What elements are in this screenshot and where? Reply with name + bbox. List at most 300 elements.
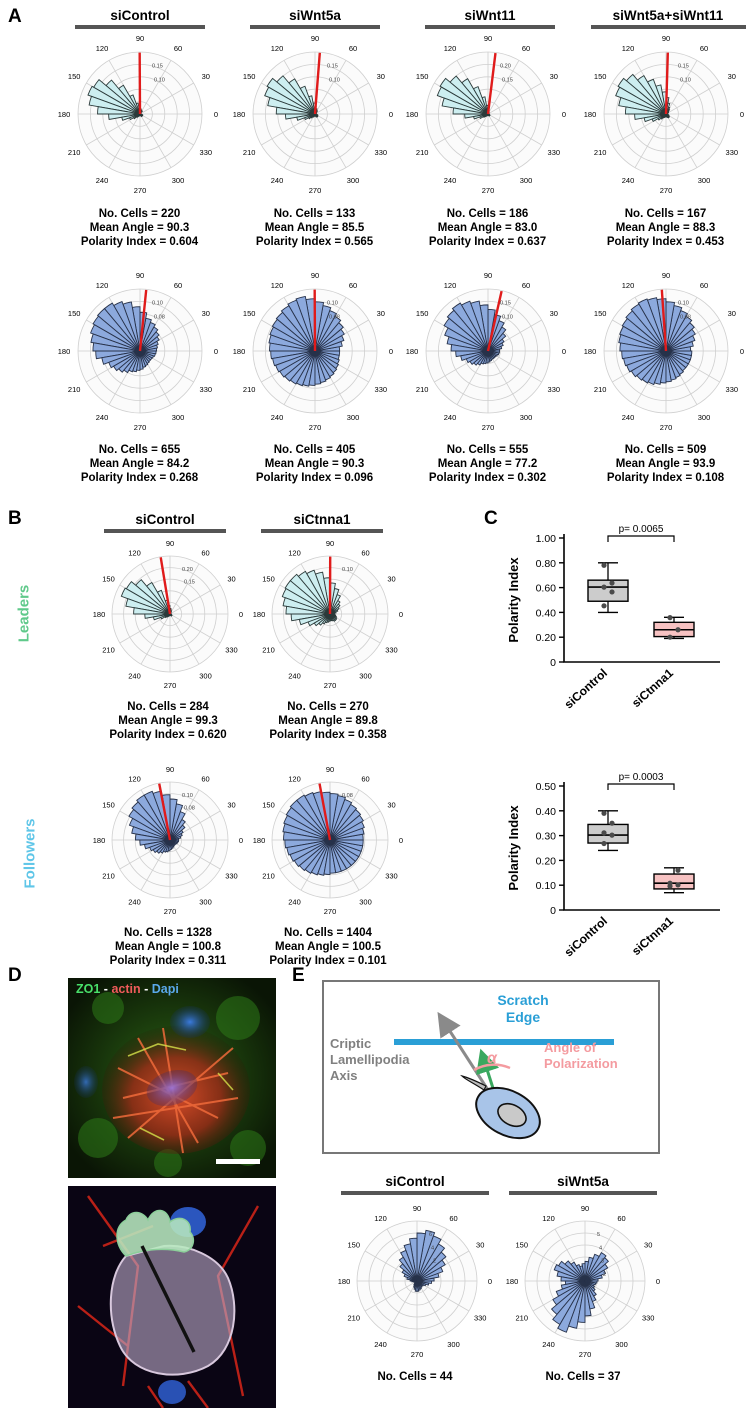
no-cells-B-L0: No. Cells = 284 <box>127 701 209 713</box>
rose-angle-label: 180 <box>57 110 71 119</box>
rose-angle-label: 270 <box>308 423 322 432</box>
angle-label-l1: Angle of <box>544 1040 596 1055</box>
rose-angle-label: 330 <box>641 1313 655 1323</box>
rose-angle-label: 180 <box>232 110 246 119</box>
rose-angle-label: 240 <box>270 175 284 185</box>
p-value-label: p= 0.0003 <box>618 772 664 783</box>
no-cells-A-L0: No. Cells = 220 <box>98 208 181 220</box>
rose-angle-label: 150 <box>347 1240 361 1250</box>
rose-radial-tick: 0.10 <box>678 300 689 307</box>
rose-angle-label: 150 <box>102 800 115 810</box>
rose-angle-label: 270 <box>133 423 147 432</box>
rose-chart-A-leaders-siWnt11 <box>400 26 576 202</box>
scratch-edge-label-l1: Scratch <box>497 992 549 1008</box>
panelB-col-title-1 <box>257 512 387 533</box>
rose-angle-label: 300 <box>615 1340 628 1350</box>
polarity-index-A-L1: Polarity Index = 0.565 <box>255 236 374 248</box>
rose-radial-tick: 2 <box>433 1258 437 1265</box>
rose-angle-label: 30 <box>376 72 385 81</box>
rose-radial-tick: 0.15 <box>678 63 689 70</box>
rose-angle-label: 150 <box>67 309 81 318</box>
mean-angle-A-L2: Mean Angle = 83.0 <box>437 222 538 234</box>
stats-B-leaders-0 <box>88 700 248 742</box>
rose-chart-A-leaders-siControl <box>52 26 228 202</box>
stats-A-followers-2 <box>400 443 575 485</box>
data-point <box>609 821 614 826</box>
rose-angle-label: 180 <box>583 110 597 119</box>
no-cells-B-F1: No. Cells = 1404 <box>284 927 372 939</box>
rose-angle-label: 240 <box>443 412 457 422</box>
boxplot-y-tick: 0.10 <box>535 880 556 893</box>
mean-angle-A-F2: Mean Angle = 77.2 <box>437 458 538 470</box>
rose-radial-tick: 0.10 <box>680 77 691 84</box>
boxplot-y-tick: 0.80 <box>535 557 556 570</box>
rose-angle-label: 30 <box>549 72 558 81</box>
rose-angle-label: 60 <box>617 1213 626 1223</box>
rose-angle-label: 120 <box>621 44 635 54</box>
rose-chart-E-siControl <box>332 1196 502 1366</box>
stats-A-followers-3 <box>578 443 753 485</box>
rose-angle-label: 240 <box>128 897 141 907</box>
rose-angle-label: 30 <box>727 72 736 81</box>
rose-angle-label: 120 <box>128 548 141 558</box>
rose-angle-label: 240 <box>95 175 109 185</box>
rose-angle-label: 150 <box>593 309 607 318</box>
rose-angle-label: 180 <box>92 610 106 619</box>
panel-letter-a: A <box>8 6 22 27</box>
rose-radial-tick: 0.10 <box>329 77 340 84</box>
rose-angle-label: 60 <box>201 774 210 784</box>
boxplot-y-tick: 0.50 <box>535 781 556 793</box>
rose-angle-label: 30 <box>227 574 236 584</box>
rose-angle-label: 0 <box>238 610 244 619</box>
mean-angle-B-L0: Mean Angle = 99.3 <box>118 715 218 727</box>
data-point <box>601 603 606 608</box>
boxplot-x-label: siControl <box>561 665 611 712</box>
rose-angle-label: 180 <box>57 347 71 356</box>
polarity-index-B-F0: Polarity Index = 0.311 <box>109 955 227 967</box>
rose-angle-label: 60 <box>348 281 358 291</box>
rose-radial-tick: 0.10 <box>154 77 165 84</box>
rose-angle-label: 0 <box>388 347 394 356</box>
stats-A-leaders-3 <box>578 207 753 249</box>
boxplot-y-tick: 0.40 <box>535 805 556 818</box>
rose-radial-tick: 0.20 <box>182 566 193 573</box>
rose-angle-label: 150 <box>242 72 256 81</box>
cryptic-label-l3: Axis <box>330 1068 358 1083</box>
rose-angle-label: 120 <box>95 281 109 291</box>
boxplot-y-tick: 1.00 <box>535 533 556 545</box>
rose-angle-label: 150 <box>415 309 429 318</box>
rose-angle-label: 270 <box>410 1350 424 1359</box>
rose-angle-label: 60 <box>201 548 210 558</box>
boxplot-y-tick: 0.20 <box>535 632 556 645</box>
rose-angle-label: 300 <box>346 412 360 422</box>
polarity-index-A-F0: Polarity Index = 0.268 <box>80 472 199 484</box>
rose-radial-tick: 0.10 <box>182 792 193 799</box>
boxplot-x-label: siCtnna1 <box>628 665 677 711</box>
rose-chart-B-leaders-siCtnna1 <box>248 532 412 696</box>
panelA-title-text-2: siWnt11 <box>464 8 516 23</box>
rose-radial-tick: 5 <box>597 1232 601 1239</box>
stats-A-leaders-1 <box>227 207 402 249</box>
rose-angle-label: 210 <box>415 148 429 157</box>
rose-angle-label: 120 <box>443 281 457 291</box>
polarity-index-A-F3: Polarity Index = 0.108 <box>606 472 725 484</box>
rose-angle-label: 240 <box>621 412 635 422</box>
scratch-edge-label-l2: Edge <box>505 1009 541 1025</box>
rose-angle-label: 210 <box>242 385 256 394</box>
rose-angle-label: 120 <box>288 774 301 784</box>
rose-angle-label: 240 <box>128 671 141 681</box>
rose-angle-label: 270 <box>133 186 147 195</box>
mean-angle-A-F0: Mean Angle = 84.2 <box>89 458 190 470</box>
axis-lines <box>564 782 720 910</box>
data-point <box>667 615 672 620</box>
stats-A-followers-0 <box>52 443 227 485</box>
box <box>654 874 694 889</box>
rose-radial-tick: 6 <box>429 1232 433 1239</box>
rose-radial-tick: 0.15 <box>152 63 163 70</box>
mean-angle-A-L1: Mean Angle = 85.5 <box>264 222 365 234</box>
no-cells-A-F0: No. Cells = 655 <box>98 444 181 456</box>
channel-sep-2: - <box>144 982 149 996</box>
rose-angle-label: 210 <box>102 871 115 881</box>
rose-angle-label: 270 <box>323 681 337 690</box>
p-value-label: p= 0.0065 <box>618 524 664 535</box>
rose-angle-label: 0 <box>398 836 404 845</box>
rose-angle-label: 330 <box>199 385 213 394</box>
panelB-title-text-1: siCtnna1 <box>293 512 351 527</box>
rose-angle-label: 120 <box>542 1213 555 1223</box>
rose-angle-label: 180 <box>252 610 266 619</box>
rose-angle-label: 90 <box>661 271 671 280</box>
panel-letter-d: D <box>8 965 22 986</box>
rose-radial-tick: 0.15 <box>184 579 195 586</box>
no-cells-A-L1: No. Cells = 133 <box>273 208 356 220</box>
polarity-index-A-F2: Polarity Index = 0.302 <box>428 472 547 484</box>
angle-label-l2: Polarization <box>544 1056 618 1071</box>
polarity-index-A-L0: Polarity Index = 0.604 <box>80 236 199 248</box>
micrograph-segmented <box>68 1186 276 1408</box>
stats-E-1 <box>500 1370 666 1384</box>
row-label-followers: Followers <box>21 818 39 889</box>
rose-angle-label: 240 <box>270 412 284 422</box>
stats-A-leaders-0 <box>52 207 227 249</box>
rose-angle-label: 60 <box>449 1213 458 1223</box>
panelE-title-text-0: siControl <box>385 1174 445 1189</box>
alpha-symbol: α <box>487 1050 497 1067</box>
rose-angle-label: 30 <box>227 800 236 810</box>
rose-radial-tick: 0.10 <box>152 300 163 307</box>
rose-angle-label: 330 <box>725 148 739 157</box>
data-point <box>675 868 680 873</box>
rose-chart-A-leaders-siWnt5a <box>227 26 403 202</box>
polarity-index-A-L3: Polarity Index = 0.453 <box>606 236 725 248</box>
cryptic-axis-label <box>330 1036 460 1084</box>
rose-angle-label: 0 <box>655 1277 661 1286</box>
rose-angle-label: 60 <box>699 44 709 54</box>
rose-chart-A-followers-siControl <box>52 263 228 439</box>
rose-angle-label: 300 <box>171 175 185 185</box>
rose-angle-label: 90 <box>310 34 320 43</box>
panelE-title-rule-1 <box>509 1191 657 1195</box>
boxplot-y-tick: 0.30 <box>535 830 556 843</box>
rose-radial-tick: 0.08 <box>680 314 691 321</box>
rose-angle-label: 90 <box>580 1204 590 1213</box>
rose-angle-label: 210 <box>515 1313 529 1323</box>
rose-angle-label: 330 <box>385 871 398 881</box>
data-point <box>667 881 672 886</box>
mean-angle-A-F3: Mean Angle = 93.9 <box>615 458 716 470</box>
micrograph-channel-labels <box>76 982 179 996</box>
data-point <box>609 833 614 838</box>
stats-E-0 <box>332 1370 498 1384</box>
rose-angle-label: 60 <box>521 44 531 54</box>
data-point <box>601 841 606 846</box>
rose-radial-tick: 0.20 <box>500 63 511 70</box>
rose-svg <box>88 532 252 696</box>
rose-angle-label: 60 <box>521 281 531 291</box>
rose-angle-label: 0 <box>398 610 404 619</box>
rose-chart-B-followers-siControl <box>88 758 252 922</box>
data-point <box>601 563 606 568</box>
cryptic-label-l2: Lamellipodia <box>330 1052 410 1067</box>
rose-chart-E-siWnt5a <box>500 1196 670 1366</box>
panelE-col-title-0 <box>340 1174 490 1195</box>
mean-angle-B-L1: Mean Angle = 89.8 <box>278 715 378 727</box>
rose-angle-label: 180 <box>583 347 597 356</box>
data-point <box>609 580 614 585</box>
rose-angle-label: 330 <box>374 148 388 157</box>
rose-angle-label: 150 <box>242 309 256 318</box>
rose-angle-label: 270 <box>578 1350 592 1359</box>
rose-svg <box>400 26 576 202</box>
rose-radial-tick: 2 <box>603 1271 607 1278</box>
rose-chart-B-leaders-siControl <box>88 532 252 696</box>
rose-angle-label: 210 <box>67 148 81 157</box>
rose-angle-label: 210 <box>593 385 607 394</box>
panelA-title-text-1: siWnt5a <box>289 8 341 23</box>
data-point <box>675 882 680 887</box>
rose-angle-label: 210 <box>347 1313 361 1323</box>
rose-angle-label: 30 <box>549 309 558 318</box>
rose-angle-label: 210 <box>67 385 81 394</box>
rose-angle-label: 180 <box>232 347 246 356</box>
rose-angle-label: 270 <box>308 186 322 195</box>
rose-angle-label: 180 <box>252 836 266 845</box>
rose-chart-A-followers-siWnt5a <box>227 263 403 439</box>
cryptic-label-l1: Criptic <box>330 1036 372 1051</box>
box <box>588 580 628 601</box>
rose-radial-tick: 0.10 <box>342 566 353 573</box>
rose-angle-label: 150 <box>262 574 275 584</box>
boxplot-x-label: siControl <box>561 913 611 960</box>
rose-chart-A-followers-siWnt11 <box>400 263 576 439</box>
rose-angle-label: 30 <box>644 1240 653 1250</box>
mean-angle-A-L3: Mean Angle = 88.3 <box>615 222 716 234</box>
panelB-title-text-0: siControl <box>135 512 195 527</box>
rose-angle-label: 330 <box>225 645 238 655</box>
no-cells-A-L3: No. Cells = 167 <box>624 208 707 220</box>
rose-angle-label: 240 <box>542 1340 555 1350</box>
rose-angle-label: 300 <box>697 175 711 185</box>
boxplot-chart-top <box>500 512 738 742</box>
rose-angle-label: 30 <box>201 72 210 81</box>
rose-radial-tick: 0.08 <box>342 792 353 799</box>
no-cells-E-1: No. Cells = 37 <box>545 1371 621 1383</box>
rose-angle-label: 150 <box>262 800 275 810</box>
rose-angle-label: 240 <box>374 1340 387 1350</box>
rose-angle-label: 120 <box>288 548 301 558</box>
rose-angle-label: 270 <box>163 681 177 690</box>
rose-svg <box>248 758 412 922</box>
rose-radial-tick: 0.08 <box>154 314 165 321</box>
rose-angle-label: 120 <box>270 44 284 54</box>
mean-angle-B-F0: Mean Angle = 100.8 <box>115 941 221 953</box>
rose-angle-label: 300 <box>346 175 360 185</box>
scale-bar <box>216 1159 260 1164</box>
rose-angle-label: 240 <box>288 671 301 681</box>
micrograph-merged <box>68 978 276 1178</box>
panelE-title-rule-0 <box>341 1191 489 1195</box>
rose-angle-label: 60 <box>173 44 183 54</box>
panel-letter-b: B <box>8 508 22 529</box>
no-cells-B-F0: No. Cells = 1328 <box>124 927 212 939</box>
rose-svg <box>88 758 252 922</box>
rose-angle-label: 0 <box>388 110 394 119</box>
rose-angle-label: 120 <box>621 281 635 291</box>
boxplot-svg <box>500 512 738 742</box>
mean-angle-B-F1: Mean Angle = 100.5 <box>275 941 381 953</box>
rose-angle-label: 150 <box>415 72 429 81</box>
channel-label-actin: actin <box>111 982 141 996</box>
rose-angle-label: 150 <box>515 1240 529 1250</box>
rose-angle-label: 300 <box>519 175 533 185</box>
rose-angle-label: 180 <box>337 1277 351 1286</box>
rose-angle-label: 120 <box>374 1213 387 1223</box>
stats-B-leaders-1 <box>248 700 408 742</box>
rose-chart-B-followers-siCtnna1 <box>248 758 412 922</box>
rose-chart-A-leaders-siWnt5a-siWnt11 <box>578 26 754 202</box>
rose-angle-label: 120 <box>443 44 457 54</box>
mean-angle-A-L0: Mean Angle = 90.3 <box>89 222 190 234</box>
rose-angle-label: 120 <box>270 281 284 291</box>
no-cells-B-L1: No. Cells = 270 <box>287 701 369 713</box>
boxplot-y-tick: 0.40 <box>535 607 556 620</box>
rose-angle-label: 30 <box>376 309 385 318</box>
rose-angle-label: 270 <box>659 186 673 195</box>
rose-angle-label: 30 <box>387 800 396 810</box>
rose-angle-label: 90 <box>135 34 145 43</box>
rose-radial-tick: 0.10 <box>327 300 338 307</box>
rose-angle-label: 270 <box>659 423 673 432</box>
scratch-edge-label <box>468 992 578 1026</box>
boxplot-y-tick: 0.20 <box>535 855 556 868</box>
polarity-index-A-L2: Polarity Index = 0.637 <box>428 236 547 248</box>
stats-A-leaders-2 <box>400 207 575 249</box>
boxplot-y-tick: 0 <box>550 657 556 669</box>
rose-angle-label: 90 <box>661 34 671 43</box>
polarity-index-B-L1: Polarity Index = 0.358 <box>269 729 387 741</box>
no-cells-A-L2: No. Cells = 186 <box>446 208 529 220</box>
rose-svg <box>52 263 228 439</box>
rose-radial-tick: 4 <box>431 1245 435 1252</box>
rose-angle-label: 30 <box>387 574 396 584</box>
rose-angle-label: 0 <box>739 347 745 356</box>
rose-svg <box>227 26 403 202</box>
rose-angle-label: 300 <box>359 897 372 907</box>
rose-angle-label: 90 <box>165 539 175 548</box>
mean-angle-A-F1: Mean Angle = 90.3 <box>264 458 365 470</box>
rose-angle-label: 330 <box>385 645 398 655</box>
rose-angle-label: 210 <box>102 645 115 655</box>
rose-angle-label: 300 <box>447 1340 460 1350</box>
rose-angle-label: 0 <box>213 347 219 356</box>
rose-radial-tick: 0.10 <box>502 314 513 321</box>
rose-angle-label: 180 <box>405 110 419 119</box>
no-cells-A-F2: No. Cells = 555 <box>446 444 529 456</box>
rose-angle-label: 210 <box>415 385 429 394</box>
rose-angle-label: 0 <box>213 110 219 119</box>
rose-angle-label: 90 <box>135 271 145 280</box>
data-point <box>601 830 606 835</box>
polarity-index-A-F1: Polarity Index = 0.096 <box>255 472 374 484</box>
rose-angle-label: 240 <box>288 897 301 907</box>
boxplot-svg <box>500 760 738 990</box>
rose-svg <box>52 26 228 202</box>
rose-radial-tick: 0.08 <box>329 314 340 321</box>
rose-angle-label: 210 <box>262 645 275 655</box>
rose-angle-label: 300 <box>519 412 533 422</box>
rose-angle-label: 60 <box>699 281 709 291</box>
rose-svg <box>332 1196 502 1366</box>
rose-angle-label: 270 <box>323 907 337 916</box>
no-cells-A-F1: No. Cells = 405 <box>273 444 356 456</box>
polarity-index-B-L0: Polarity Index = 0.620 <box>109 729 227 741</box>
angle-of-polarization-label <box>544 1040 664 1072</box>
rose-angle-label: 90 <box>325 539 335 548</box>
rose-angle-label: 90 <box>412 1204 422 1213</box>
rose-angle-label: 180 <box>505 1277 519 1286</box>
rose-angle-label: 210 <box>593 148 607 157</box>
rose-angle-label: 30 <box>201 309 210 318</box>
rose-angle-label: 0 <box>238 836 244 845</box>
rose-svg <box>578 26 754 202</box>
rose-svg <box>248 532 412 696</box>
rose-angle-label: 240 <box>621 175 635 185</box>
rose-angle-label: 30 <box>727 309 736 318</box>
boxplot-chart-bottom <box>500 760 738 990</box>
panelA-title-text-3: siWnt5a+siWnt11 <box>612 8 724 23</box>
boxplot-x-label: siCtnna1 <box>628 913 677 959</box>
rose-angle-label: 180 <box>92 836 106 845</box>
rose-angle-label: 180 <box>405 347 419 356</box>
rose-radial-tick: 0.15 <box>500 300 511 307</box>
data-point <box>609 589 614 594</box>
rose-angle-label: 90 <box>483 34 493 43</box>
no-cells-A-F3: No. Cells = 509 <box>624 444 707 456</box>
data-point <box>675 627 680 632</box>
channel-sep-1: - <box>103 982 108 996</box>
rose-angle-label: 210 <box>242 148 256 157</box>
rose-angle-label: 120 <box>128 774 141 784</box>
rose-angle-label: 240 <box>443 175 457 185</box>
rose-angle-label: 270 <box>481 186 495 195</box>
polarity-index-B-F1: Polarity Index = 0.101 <box>269 955 387 967</box>
rose-angle-label: 330 <box>547 148 561 157</box>
rose-angle-label: 330 <box>199 148 213 157</box>
